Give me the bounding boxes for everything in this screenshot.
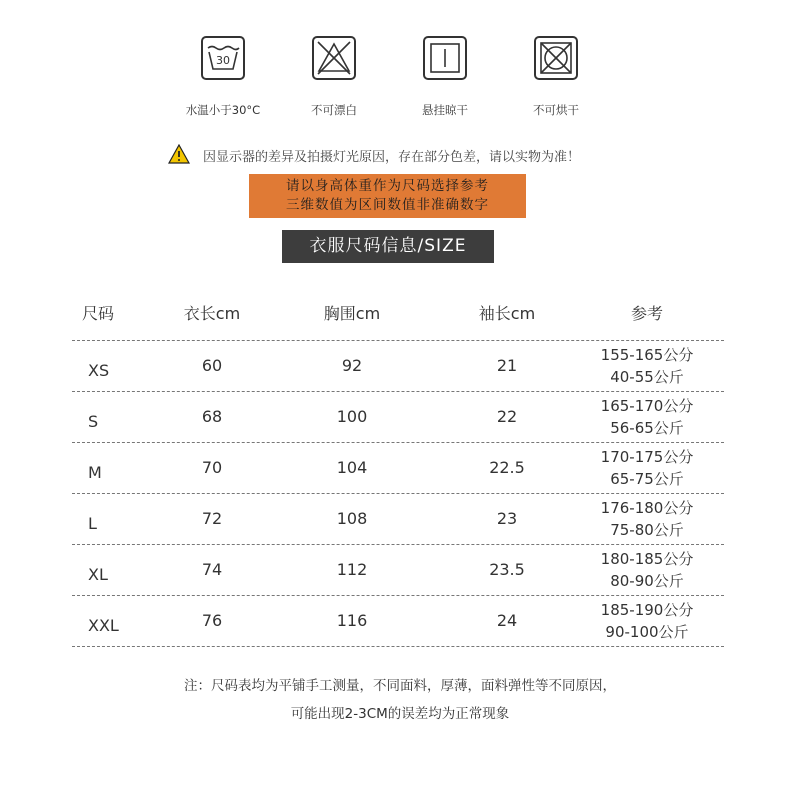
length-cell: 72 (201, 509, 223, 528)
table-row (72, 596, 724, 647)
wash-30-icon (201, 36, 245, 80)
ref-weight: 80-90公斤 (610, 572, 684, 590)
table-row (72, 443, 724, 494)
ref-height: 165-170公分 (600, 397, 694, 415)
table-row (72, 545, 724, 596)
reference-cell (577, 497, 717, 547)
size-notice-box (249, 174, 526, 218)
notice-line-1: 请以身高体重作为尺码选择参考 (286, 178, 489, 194)
size-cell: M (88, 463, 102, 482)
ref-weight: 56-65公斤 (610, 419, 684, 437)
sleeve-cell: 21 (496, 356, 518, 375)
chest-cell: 112 (336, 560, 368, 579)
header-length: 衣长cm (183, 304, 241, 323)
footnote-line-1: 注：尺码表均为平铺手工测量，不同面料，厚薄，面料弹性等不同原因， (184, 678, 616, 694)
table-row (72, 494, 724, 545)
header-reference: 参考 (630, 304, 663, 323)
care-item-tumble (511, 36, 601, 118)
size-cell: XXL (88, 616, 119, 635)
size-info-title: 衣服尺码信息/SIZE (282, 230, 494, 263)
chest-cell: 108 (336, 509, 368, 528)
measurement-footnote (0, 672, 800, 728)
care-label-wash: 水温小于30°C (185, 103, 261, 117)
color-warning (168, 144, 628, 166)
care-instructions (0, 36, 800, 126)
care-item-wash (178, 36, 268, 118)
sleeve-cell: 23 (496, 509, 518, 528)
hang-dry-icon (423, 36, 467, 80)
care-label-tumble: 不可烘干 (533, 103, 579, 117)
warning-triangle-icon (168, 144, 190, 164)
care-label-hang: 悬挂晾干 (422, 103, 468, 117)
chest-cell: 100 (336, 407, 368, 426)
header-size: 尺码 (82, 304, 115, 323)
length-cell: 74 (201, 560, 223, 579)
size-cell: L (88, 514, 97, 533)
table-row (72, 341, 724, 392)
length-cell: 70 (201, 458, 223, 477)
care-item-hang (400, 36, 490, 118)
reference-cell (577, 344, 717, 394)
wash-temp-number: 30 (216, 54, 230, 67)
no-bleach-icon (312, 36, 356, 80)
footnote-line-2: 可能出现2-3CM的误差均为正常现象 (290, 706, 510, 722)
ref-weight: 65-75公斤 (610, 470, 684, 488)
header-chest: 胸围cm (323, 304, 381, 323)
reference-cell (577, 599, 717, 649)
ref-height: 155-165公分 (600, 346, 694, 364)
chest-cell: 116 (336, 611, 368, 630)
length-cell: 60 (201, 356, 223, 375)
reference-cell (577, 395, 717, 445)
reference-cell (577, 446, 717, 496)
size-table (72, 290, 724, 647)
ref-height: 176-180公分 (600, 499, 694, 517)
ref-height: 170-175公分 (600, 448, 694, 466)
care-label-bleach: 不可漂白 (311, 103, 357, 117)
table-row (72, 392, 724, 443)
ref-height: 180-185公分 (600, 550, 694, 568)
header-sleeve: 袖长cm (478, 304, 536, 323)
ref-weight: 75-80公斤 (610, 521, 684, 539)
reference-cell (577, 548, 717, 598)
chest-cell: 104 (336, 458, 368, 477)
ref-weight: 90-100公斤 (605, 623, 689, 641)
sleeve-cell: 22 (496, 407, 518, 426)
ref-height: 185-190公分 (600, 601, 694, 619)
ref-weight: 40-55公斤 (610, 368, 684, 386)
sleeve-cell: 23.5 (489, 560, 525, 579)
length-cell: 76 (201, 611, 223, 630)
care-item-bleach (289, 36, 379, 118)
size-cell: S (88, 412, 99, 431)
chest-cell: 92 (341, 356, 363, 375)
sleeve-cell: 22.5 (489, 458, 525, 477)
table-header-row (72, 290, 724, 341)
no-tumble-dry-icon (534, 36, 578, 80)
sleeve-cell: 24 (496, 611, 518, 630)
warning-text: 因显示器的差异及拍摄灯光原因，存在部分色差，请以实物为准！ (203, 150, 581, 165)
notice-line-2: 三维数值为区间数值非准确数字 (286, 197, 489, 213)
length-cell: 68 (201, 407, 223, 426)
size-cell: XL (88, 565, 108, 584)
size-cell: XS (88, 361, 110, 380)
